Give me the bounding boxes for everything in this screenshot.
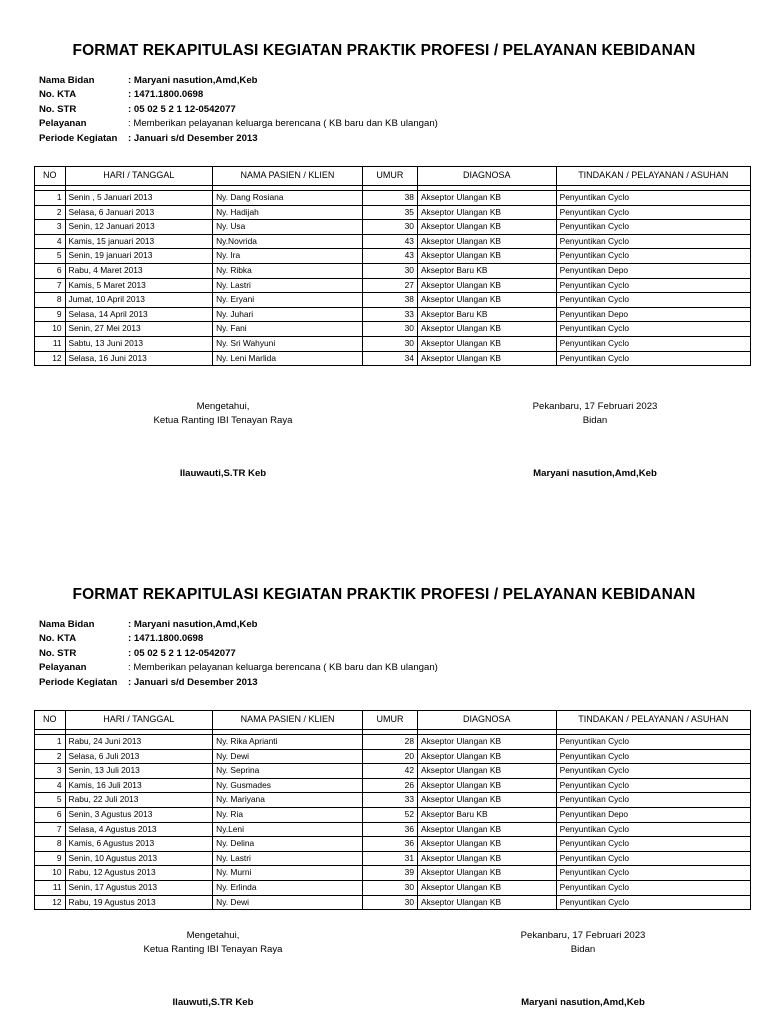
cell-action: Penyuntikan Cyclo xyxy=(556,191,750,206)
cell-age: 20 xyxy=(362,749,417,764)
cell-age: 38 xyxy=(362,293,417,308)
document-title: FORMAT REKAPITULASI KEGIATAN PRAKTIK PROFESI / PELAYANAN KEBIDANAN xyxy=(72,42,696,59)
table-row xyxy=(35,822,751,837)
cell-no: 6 xyxy=(35,807,66,822)
cell-no: 12 xyxy=(35,895,66,910)
cell-action: Penyuntikan Cyclo xyxy=(556,793,750,808)
cell-no: 10 xyxy=(35,866,66,881)
table-row xyxy=(35,293,751,308)
cell-diagnosis: Akseptor Ulangan KB xyxy=(417,735,556,750)
cell-diagnosis: Akseptor Ulangan KB xyxy=(417,293,556,308)
cell-no: 7 xyxy=(35,278,66,293)
table-row xyxy=(35,249,751,264)
cell-no: 1 xyxy=(35,191,66,206)
table-row xyxy=(35,793,751,808)
cell-diagnosis: Akseptor Baru KB xyxy=(417,307,556,322)
midwife-info xyxy=(39,74,438,146)
info-value: : Maryani nasution,Amd,Keb xyxy=(128,75,258,86)
cell-action: Penyuntikan Cyclo xyxy=(556,822,750,837)
cell-no: 3 xyxy=(35,764,66,779)
cell-action: Penyuntikan Cyclo xyxy=(556,866,750,881)
info-label: Pelayanan xyxy=(39,118,87,130)
cell-age: 30 xyxy=(362,322,417,337)
signature-right xyxy=(498,929,668,1010)
cell-diagnosis: Akseptor Ulangan KB xyxy=(417,851,556,866)
info-row-name xyxy=(39,74,438,88)
cell-date: Rabu, 19 Agustus 2013 xyxy=(65,895,213,910)
info-label: No. STR xyxy=(39,103,77,115)
cell-age: 30 xyxy=(362,880,417,895)
cell-action: Penyuntikan Depo xyxy=(556,307,750,322)
sign-name: Maryani nasution,Amd,Keb xyxy=(533,468,657,479)
cell-date: Senin, 10 Agustus 2013 xyxy=(65,851,213,866)
cell-age: 27 xyxy=(362,278,417,293)
cell-date: Rabu, 4 Maret 2013 xyxy=(65,263,213,278)
cell-date: Senin, 27 Mei 2013 xyxy=(65,322,213,337)
cell-action: Penyuntikan Cyclo xyxy=(556,234,750,249)
header-action: TINDAKAN / PELAYANAN / ASUHAN xyxy=(556,167,750,186)
cell-patient: Ny. Ria xyxy=(213,807,363,822)
cell-patient: Ny. Juhari xyxy=(213,307,363,322)
table-row xyxy=(35,191,751,206)
cell-date: Selasa, 6 Juli 2013 xyxy=(65,749,213,764)
sign-name: Maryani nasution,Amd,Keb xyxy=(521,997,645,1008)
cell-date: Senin, 12 Januari 2013 xyxy=(65,220,213,235)
cell-no: 10 xyxy=(35,322,66,337)
header-date: HARI / TANGGAL xyxy=(65,711,213,730)
cell-diagnosis: Akseptor Ulangan KB xyxy=(417,764,556,779)
cell-date: Selasa, 16 Juni 2013 xyxy=(65,351,213,366)
info-value: : Memberikan pelayanan keluarga berencana ( KB baru dan KB ulangan) xyxy=(128,118,438,130)
cell-diagnosis: Akseptor Ulangan KB xyxy=(417,822,556,837)
cell-action: Penyuntikan Cyclo xyxy=(556,220,750,235)
cell-date: Selasa, 14 April 2013 xyxy=(65,307,213,322)
header-age: UMUR xyxy=(362,711,417,730)
cell-no: 9 xyxy=(35,307,66,322)
cell-date: Rabu, 22 Juli 2013 xyxy=(65,793,213,808)
info-value: : 1471.1800.0698 xyxy=(128,89,204,101)
cell-date: Senin , 5 Januari 2013 xyxy=(65,191,213,206)
cell-action: Penyuntikan Cyclo xyxy=(556,778,750,793)
cell-date: Kamis, 5 Maret 2013 xyxy=(65,278,213,293)
table-row xyxy=(35,749,751,764)
table-row xyxy=(35,778,751,793)
cell-date: Rabu, 12 Agustus 2013 xyxy=(65,866,213,881)
info-row-period xyxy=(39,132,438,146)
table-row xyxy=(35,807,751,822)
cell-action: Penyuntikan Cyclo xyxy=(556,851,750,866)
info-value: : 1471.1800.0698 xyxy=(128,633,204,645)
info-row-service xyxy=(39,117,438,131)
table-header-row xyxy=(35,711,751,730)
cell-patient: Ny.Novrida xyxy=(213,234,363,249)
table-row xyxy=(35,895,751,910)
sign-name: Ilauwauti,S.TR Keb xyxy=(179,468,267,479)
table-row xyxy=(35,322,751,337)
cell-diagnosis: Akseptor Ulangan KB xyxy=(417,234,556,249)
table-row xyxy=(35,234,751,249)
cell-date: Jumat, 10 April 2013 xyxy=(65,293,213,308)
cell-age: 31 xyxy=(362,851,417,866)
recap-table xyxy=(34,166,751,366)
cell-action: Penyuntikan Cyclo xyxy=(556,837,750,852)
info-value: : Januari s/d Desember 2013 xyxy=(128,676,258,688)
cell-action: Penyuntikan Cyclo xyxy=(556,293,750,308)
header-diagnosis: DIAGNOSA xyxy=(417,167,556,186)
cell-patient: Ny. Ira xyxy=(213,249,363,264)
cell-diagnosis: Akseptor Ulangan KB xyxy=(417,866,556,881)
sign-name: Ilauwuti,S.TR Keb xyxy=(172,997,254,1008)
cell-patient: Ny. Usa xyxy=(213,220,363,235)
cell-date: Selasa, 4 Agustus 2013 xyxy=(65,822,213,837)
table-row xyxy=(35,880,751,895)
cell-diagnosis: Akseptor Ulangan KB xyxy=(417,778,556,793)
cell-patient: Ny.Leni xyxy=(213,822,363,837)
table-body xyxy=(35,186,751,366)
cell-patient: Ny. Seprina xyxy=(213,764,363,779)
cell-patient: Ny. Lastri xyxy=(213,278,363,293)
table-row xyxy=(35,866,751,881)
cell-action: Penyuntikan Depo xyxy=(556,263,750,278)
cell-diagnosis: Akseptor Ulangan KB xyxy=(417,793,556,808)
sign-role: Bidan xyxy=(582,415,608,426)
cell-no: 11 xyxy=(35,880,66,895)
info-row-name xyxy=(39,618,438,632)
cell-age: 39 xyxy=(362,866,417,881)
cell-age: 26 xyxy=(362,778,417,793)
cell-patient: Ny. Erlinda xyxy=(213,880,363,895)
cell-no: 5 xyxy=(35,249,66,264)
header-age: UMUR xyxy=(362,167,417,186)
cell-date: Selasa, 6 Januari 2013 xyxy=(65,205,213,220)
cell-patient: Ny. Hadijah xyxy=(213,205,363,220)
sign-role: Ketua Ranting IBI Tenayan Raya xyxy=(153,415,293,426)
cell-age: 38 xyxy=(362,191,417,206)
recap-table xyxy=(34,710,751,910)
cell-diagnosis: Akseptor Ulangan KB xyxy=(417,749,556,764)
cell-date: Sabtu, 13 Juni 2013 xyxy=(65,336,213,351)
cell-age: 36 xyxy=(362,837,417,852)
document-title: FORMAT REKAPITULASI KEGIATAN PRAKTIK PROFESI / PELAYANAN KEBIDANAN xyxy=(72,586,696,603)
header-diagnosis: DIAGNOSA xyxy=(417,711,556,730)
info-value: : Maryani nasution,Amd,Keb xyxy=(128,619,258,630)
info-label: Periode Kegiatan xyxy=(39,676,118,688)
table-row xyxy=(35,351,751,366)
cell-date: Kamis, 15 januari 2013 xyxy=(65,234,213,249)
cell-diagnosis: Akseptor Ulangan KB xyxy=(417,220,556,235)
cell-no: 2 xyxy=(35,749,66,764)
cell-diagnosis: Akseptor Ulangan KB xyxy=(417,895,556,910)
header-action: TINDAKAN / PELAYANAN / ASUHAN xyxy=(556,711,750,730)
cell-age: 30 xyxy=(362,263,417,278)
cell-patient: Ny. Delina xyxy=(213,837,363,852)
signature-left xyxy=(138,400,308,481)
info-label: Pelayanan xyxy=(39,662,87,674)
cell-age: 30 xyxy=(362,220,417,235)
info-row-str xyxy=(39,647,438,661)
header-no: NO xyxy=(35,167,66,186)
cell-diagnosis: Akseptor Ulangan KB xyxy=(417,336,556,351)
table-row xyxy=(35,278,751,293)
cell-age: 52 xyxy=(362,807,417,822)
cell-patient: Ny. Fani xyxy=(213,322,363,337)
info-row-period xyxy=(39,676,438,690)
cell-diagnosis: Akseptor Ulangan KB xyxy=(417,191,556,206)
cell-no: 6 xyxy=(35,263,66,278)
cell-diagnosis: Akseptor Ulangan KB xyxy=(417,837,556,852)
sign-acknowledged: Mengetahui, xyxy=(196,401,250,412)
cell-action: Penyuntikan Cyclo xyxy=(556,735,750,750)
info-label: No. STR xyxy=(39,647,77,659)
table-row xyxy=(35,851,751,866)
cell-patient: Ny. Dang Rosiana xyxy=(213,191,363,206)
cell-date: Senin, 13 Juli 2013 xyxy=(65,764,213,779)
info-value: : 05 02 5 2 1 12-0542077 xyxy=(128,103,236,115)
cell-action: Penyuntikan Cyclo xyxy=(556,764,750,779)
info-row-service xyxy=(39,661,438,675)
table-row xyxy=(35,307,751,322)
cell-no: 8 xyxy=(35,837,66,852)
cell-date: Senin, 17 Agustus 2013 xyxy=(65,880,213,895)
table-row xyxy=(35,336,751,351)
cell-date: Kamis, 16 Juli 2013 xyxy=(65,778,213,793)
cell-age: 30 xyxy=(362,895,417,910)
info-label: No. KTA xyxy=(39,633,77,645)
cell-no: 5 xyxy=(35,793,66,808)
table-row xyxy=(35,263,751,278)
sign-role: Bidan xyxy=(570,944,596,955)
table-header-row xyxy=(35,167,751,186)
cell-diagnosis: Akseptor Baru KB xyxy=(417,807,556,822)
cell-diagnosis: Akseptor Baru KB xyxy=(417,263,556,278)
cell-age: 36 xyxy=(362,822,417,837)
cell-no: 8 xyxy=(35,293,66,308)
info-value: : Memberikan pelayanan keluarga berencana ( KB baru dan KB ulangan) xyxy=(128,662,438,674)
cell-patient: Ny. Leni Marlida xyxy=(213,351,363,366)
cell-diagnosis: Akseptor Ulangan KB xyxy=(417,249,556,264)
cell-action: Penyuntikan Depo xyxy=(556,807,750,822)
table-row xyxy=(35,837,751,852)
table-body xyxy=(35,730,751,910)
info-row-kta xyxy=(39,632,438,646)
header-no: NO xyxy=(35,711,66,730)
cell-age: 30 xyxy=(362,336,417,351)
cell-patient: Ny. Rika Aprianti xyxy=(213,735,363,750)
signature-right xyxy=(510,400,680,481)
cell-action: Penyuntikan Cyclo xyxy=(556,322,750,337)
cell-patient: Ny. Mariyana xyxy=(213,793,363,808)
cell-no: 4 xyxy=(35,234,66,249)
cell-date: Senin, 19 januari 2013 xyxy=(65,249,213,264)
cell-no: 1 xyxy=(35,735,66,750)
sign-place-date: Pekanbaru, 17 Februari 2023 xyxy=(520,930,646,941)
info-value: : Januari s/d Desember 2013 xyxy=(128,132,258,144)
cell-patient: Ny. Sri Wahyuni xyxy=(213,336,363,351)
cell-action: Penyuntikan Cyclo xyxy=(556,249,750,264)
cell-action: Penyuntikan Cyclo xyxy=(556,336,750,351)
cell-no: 7 xyxy=(35,822,66,837)
info-label: No. KTA xyxy=(39,89,77,101)
signature-left xyxy=(128,929,298,1010)
cell-patient: Ny. Lastri xyxy=(213,851,363,866)
cell-age: 28 xyxy=(362,735,417,750)
cell-age: 43 xyxy=(362,249,417,264)
cell-patient: Ny. Ribka xyxy=(213,263,363,278)
table-row xyxy=(35,205,751,220)
cell-age: 34 xyxy=(362,351,417,366)
header-date: HARI / TANGGAL xyxy=(65,167,213,186)
midwife-info xyxy=(39,618,438,690)
cell-patient: Ny. Gusmades xyxy=(213,778,363,793)
cell-no: 9 xyxy=(35,851,66,866)
cell-patient: Ny. Murni xyxy=(213,866,363,881)
cell-no: 4 xyxy=(35,778,66,793)
cell-diagnosis: Akseptor Ulangan KB xyxy=(417,205,556,220)
table-row xyxy=(35,220,751,235)
cell-patient: Ny. Dewi xyxy=(213,895,363,910)
cell-action: Penyuntikan Cyclo xyxy=(556,278,750,293)
cell-patient: Ny. Eryani xyxy=(213,293,363,308)
sign-role: Ketua Ranting IBI Tenayan Raya xyxy=(143,944,283,955)
cell-action: Penyuntikan Cyclo xyxy=(556,895,750,910)
recap-section-2 xyxy=(0,582,768,1008)
cell-diagnosis: Akseptor Ulangan KB xyxy=(417,322,556,337)
cell-diagnosis: Akseptor Ulangan KB xyxy=(417,278,556,293)
cell-no: 12 xyxy=(35,351,66,366)
info-row-kta xyxy=(39,88,438,102)
cell-no: 11 xyxy=(35,336,66,351)
cell-age: 42 xyxy=(362,764,417,779)
cell-action: Penyuntikan Cyclo xyxy=(556,205,750,220)
cell-diagnosis: Akseptor Ulangan KB xyxy=(417,880,556,895)
table-row xyxy=(35,735,751,750)
cell-date: Senin, 3 Agustus 2013 xyxy=(65,807,213,822)
cell-patient: Ny. Dewi xyxy=(213,749,363,764)
cell-action: Penyuntikan Cyclo xyxy=(556,749,750,764)
cell-action: Penyuntikan Cyclo xyxy=(556,880,750,895)
info-row-str xyxy=(39,103,438,117)
recap-section-1 xyxy=(0,38,768,479)
cell-age: 43 xyxy=(362,234,417,249)
header-patient: NAMA PASIEN / KLIEN xyxy=(213,711,363,730)
cell-diagnosis: Akseptor Ulangan KB xyxy=(417,351,556,366)
cell-date: Rabu, 24 Juni 2013 xyxy=(65,735,213,750)
info-value: : 05 02 5 2 1 12-0542077 xyxy=(128,647,236,659)
cell-age: 33 xyxy=(362,307,417,322)
cell-no: 3 xyxy=(35,220,66,235)
sign-place-date: Pekanbaru, 17 Februari 2023 xyxy=(532,401,658,412)
info-label: Nama Bidan xyxy=(39,75,95,86)
cell-action: Penyuntikan Cyclo xyxy=(556,351,750,366)
cell-date: Kamis, 6 Agustus 2013 xyxy=(65,837,213,852)
info-label: Periode Kegiatan xyxy=(39,132,118,144)
table-row xyxy=(35,764,751,779)
cell-no: 2 xyxy=(35,205,66,220)
cell-age: 33 xyxy=(362,793,417,808)
sign-acknowledged: Mengetahui, xyxy=(186,930,240,941)
header-patient: NAMA PASIEN / KLIEN xyxy=(213,167,363,186)
info-label: Nama Bidan xyxy=(39,619,95,630)
cell-age: 35 xyxy=(362,205,417,220)
